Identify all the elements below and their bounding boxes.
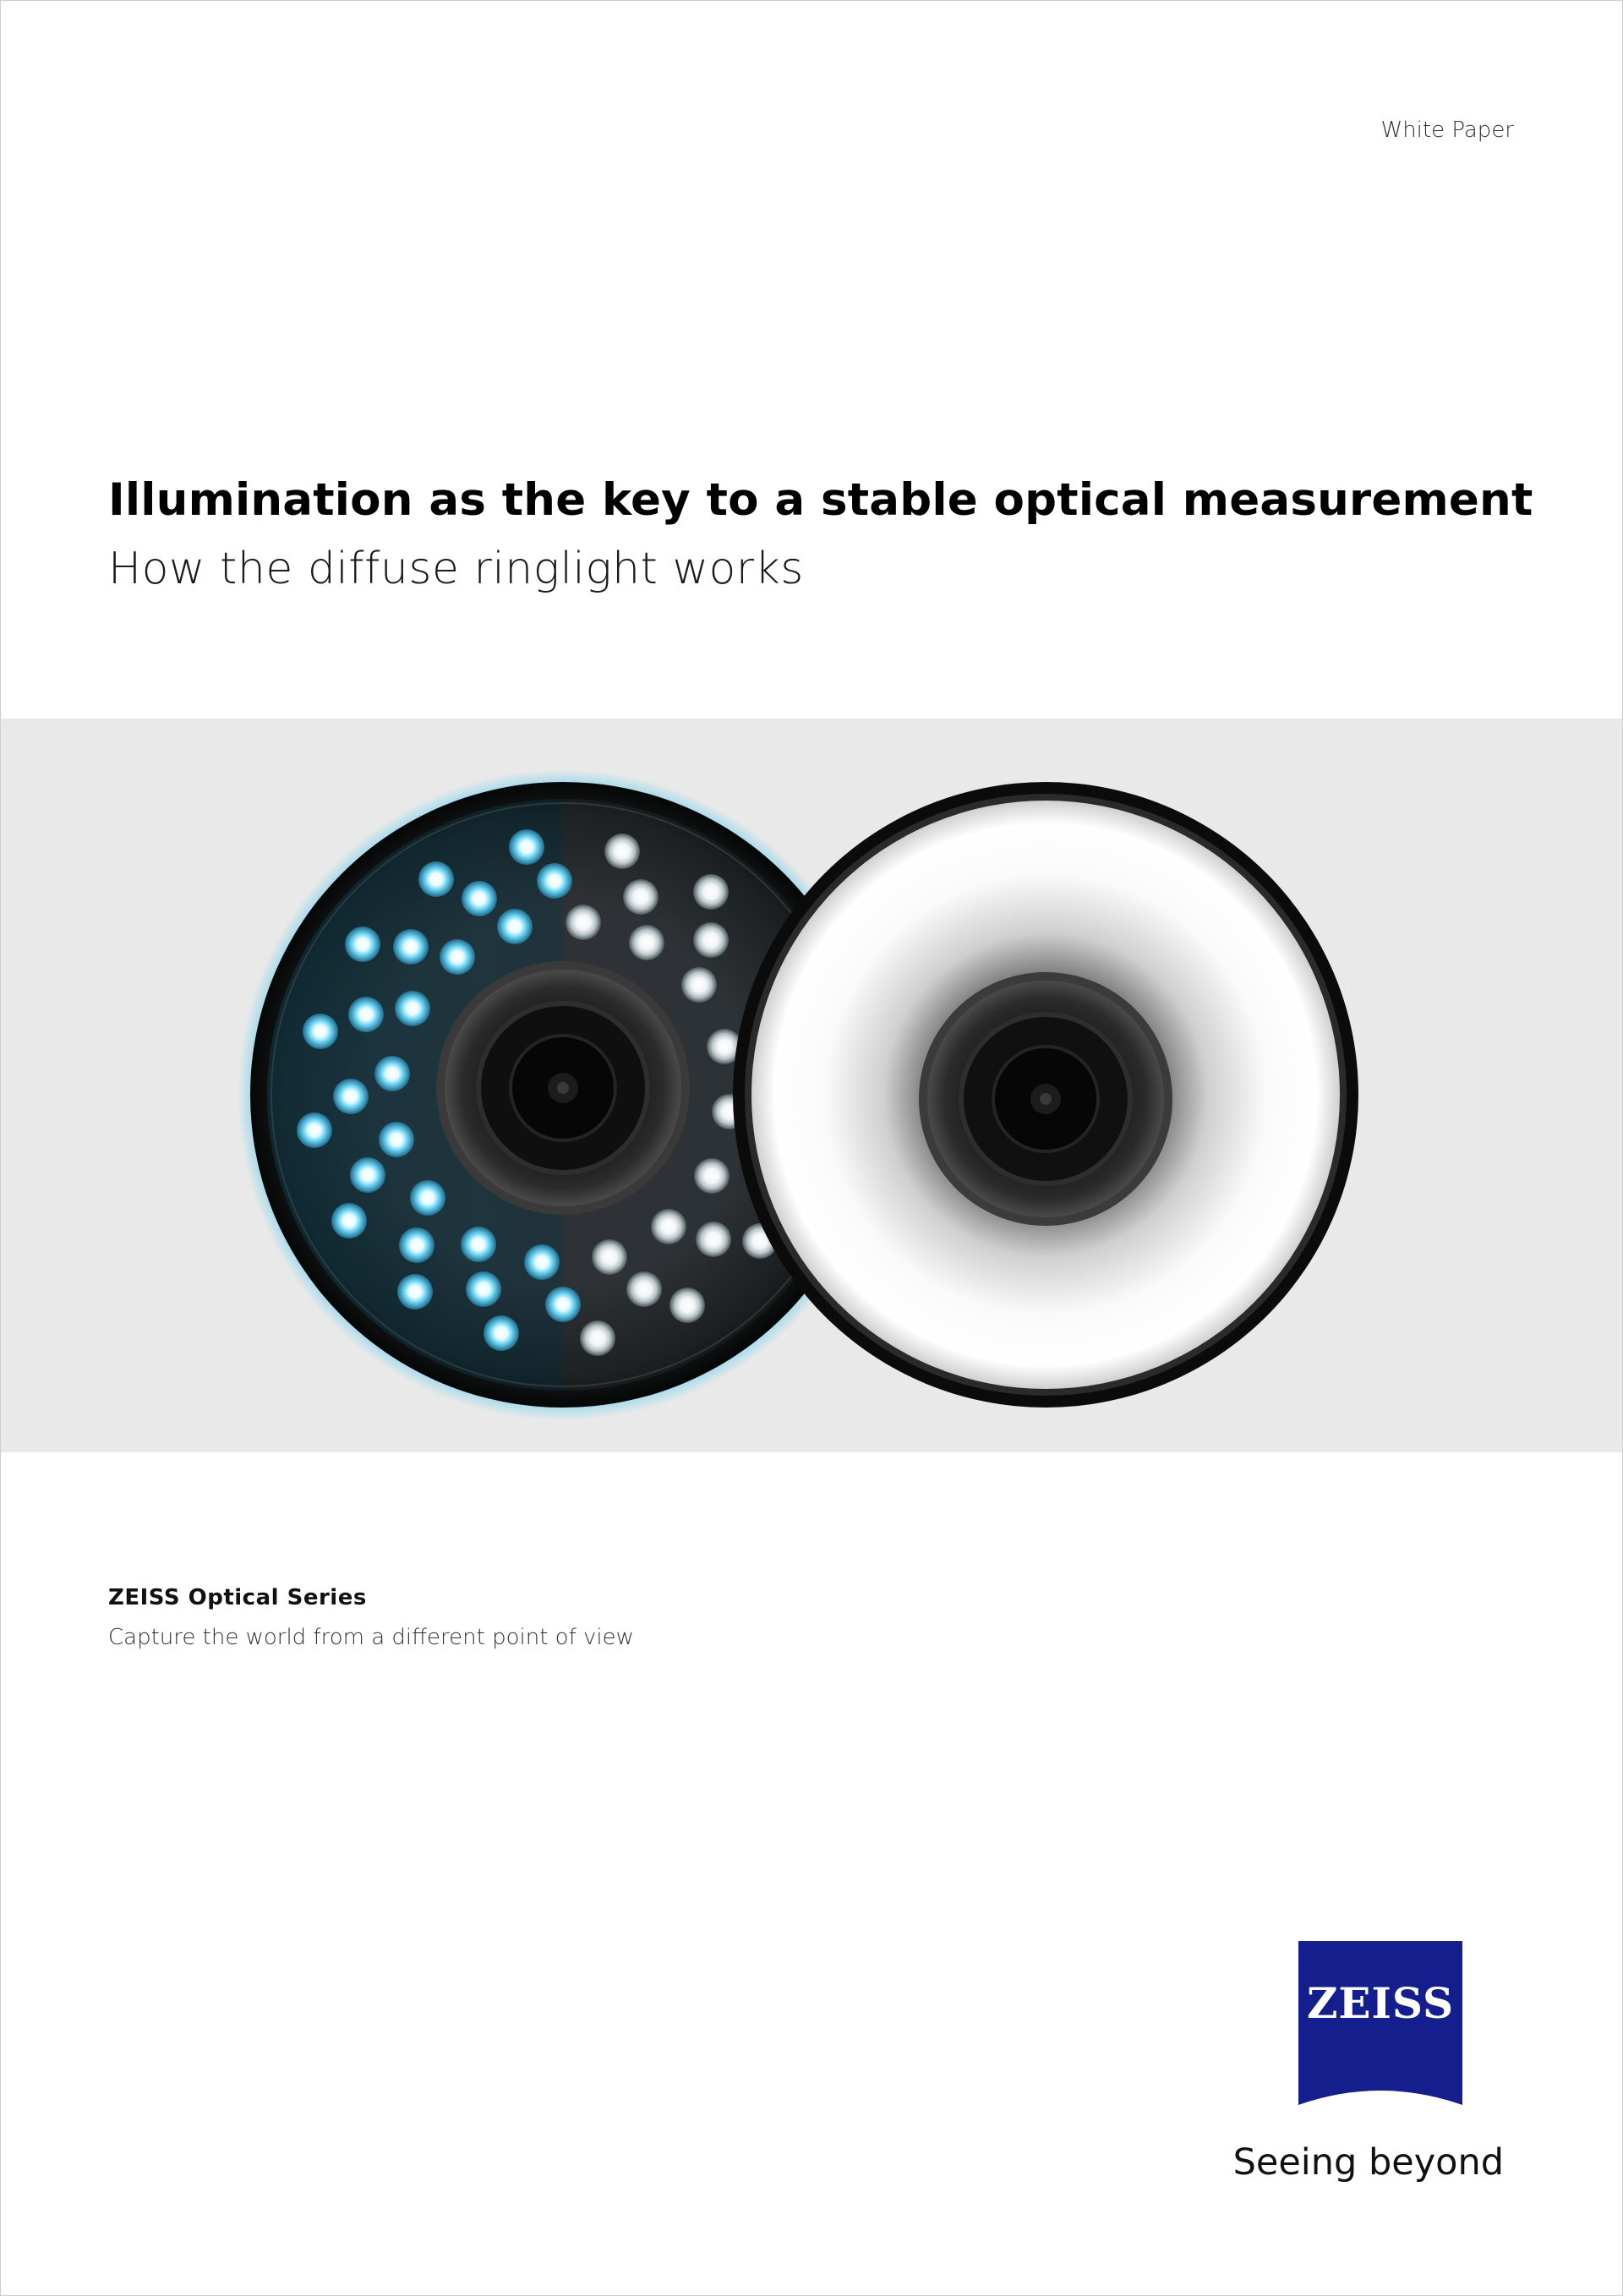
ring-lights-illustration [1,719,1623,1452]
hero-image-band [1,719,1623,1452]
page-subtitle: How the diffuse ringlight works [108,544,804,594]
brand-slogan: Seeing beyond [1232,2141,1504,2184]
series-tagline: Capture the world from a different point of view [108,1625,634,1650]
series-name: ZEISS Optical Series [108,1585,367,1610]
document-type-label: White Paper [1380,118,1514,143]
page-title: Illumination as the key to a stable optical measurement [108,474,1533,526]
logo-wordmark: ZEISS [1306,1978,1455,2028]
zeiss-logo [1298,1941,1462,2105]
